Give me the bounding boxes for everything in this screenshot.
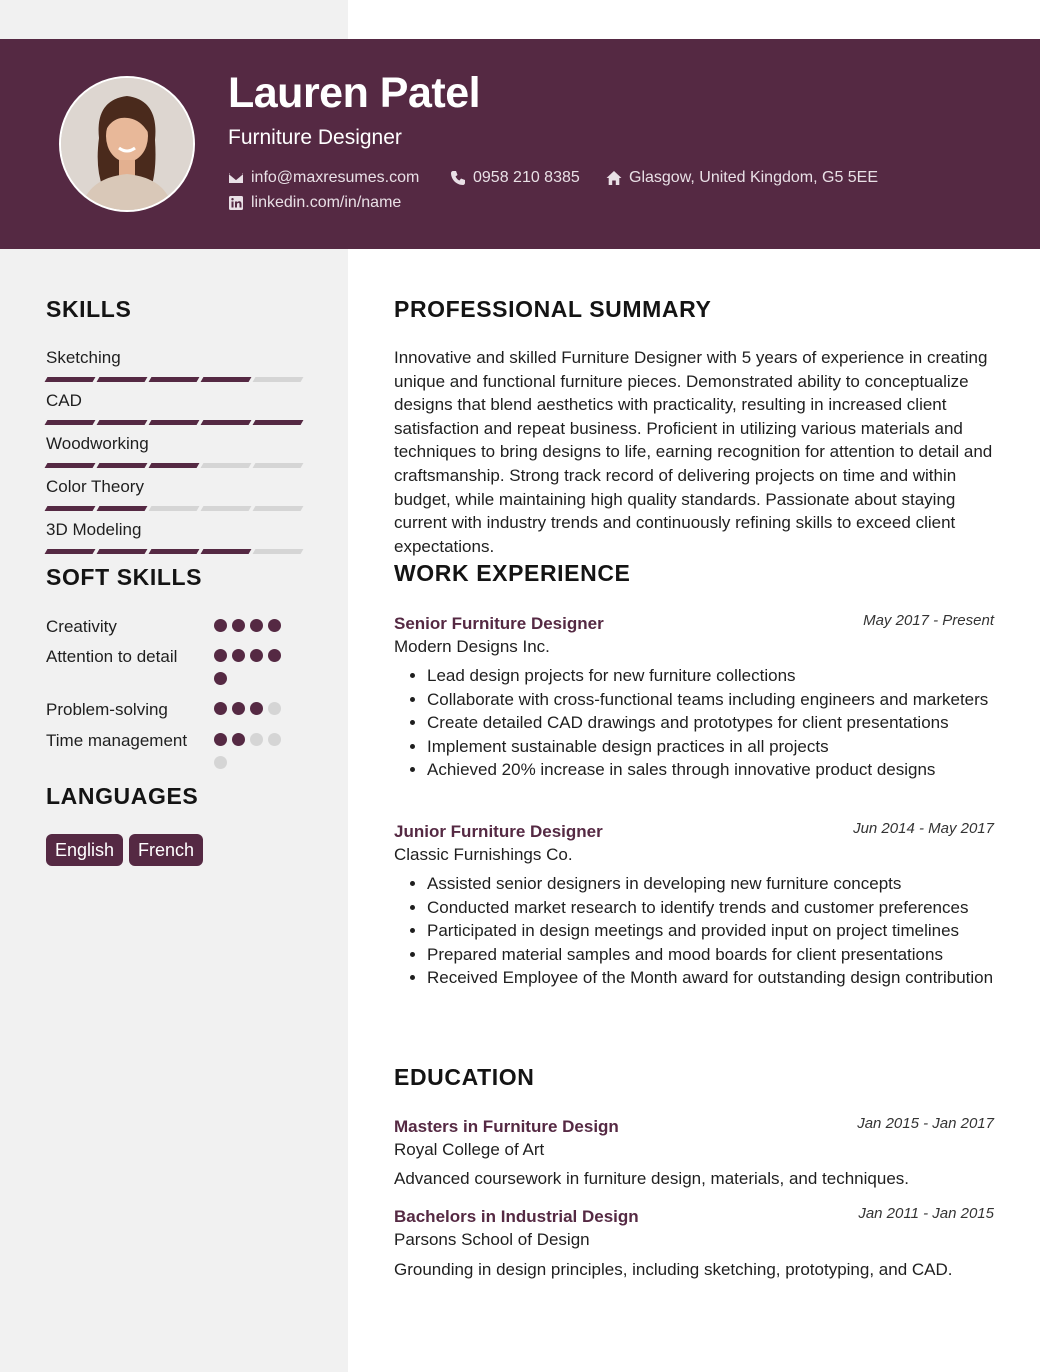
skill-label: Sketching — [46, 348, 121, 367]
address-text: Glasgow, United Kingdom, G5 5EE — [629, 169, 879, 186]
school-name: Royal College of Art — [394, 1140, 545, 1159]
language-badge: English — [46, 834, 123, 866]
skill-label: Color Theory — [46, 477, 144, 496]
job-title: Furniture Designer — [228, 126, 402, 149]
job-bullets — [394, 664, 1027, 782]
contact-address — [606, 169, 878, 187]
list-item: • Participated in design meetings and provided input on project timelines — [427, 919, 1027, 943]
contact-email[interactable] — [228, 169, 419, 187]
education-dates: Jan 2015 - Jan 2017 — [857, 1115, 994, 1132]
skill-label: 3D Modeling — [46, 520, 142, 539]
list-item: • Lead design projects for new furniture collections — [427, 664, 1027, 688]
soft-skill-rating — [214, 702, 292, 715]
list-item: • Received Employee of the Month award for outstanding design contribution — [427, 966, 1027, 990]
linkedin-icon — [228, 195, 244, 211]
linkedin-text: linkedin.com/in/name — [251, 194, 402, 211]
soft-skill-rating — [214, 619, 292, 632]
email-text: info@maxresumes.com — [251, 169, 420, 186]
soft-skill-label: Problem-solving — [46, 700, 168, 719]
education-description: Advanced coursework in furniture design, materials, and techniques. — [394, 1169, 910, 1188]
school-name: Parsons School of Design — [394, 1230, 590, 1249]
soft-skills-heading: SOFT SKILLS — [46, 564, 203, 590]
list-item: • Assisted senior designers in developing new furniture concepts — [427, 872, 1027, 896]
profile-photo — [59, 76, 195, 212]
list-item: • Achieved 20% increase in sales through innovative product designs — [427, 758, 1027, 782]
soft-skill-label: Time management — [46, 731, 188, 750]
degree-title: Masters in Furniture Design — [394, 1117, 619, 1136]
job-position: Senior Furniture Designer — [394, 614, 604, 633]
skill-level-bar — [46, 463, 302, 468]
contact-linkedin[interactable] — [228, 194, 401, 212]
education-description: Grounding in design principles, including sketching, prototyping, and CAD. — [394, 1260, 953, 1279]
list-item: • Implement sustainable design practices in all projects — [427, 735, 1027, 759]
soft-skill-label: Creativity — [46, 617, 117, 636]
language-badge: French — [129, 834, 203, 866]
skill-level-bar — [46, 506, 302, 511]
phone-icon — [450, 170, 466, 186]
list-item: • Collaborate with cross-functional teams including engineers and marketers — [427, 688, 1027, 712]
soft-skill-rating — [214, 733, 292, 769]
summary-heading: PROFESSIONAL SUMMARY — [394, 296, 712, 322]
phone-text: 0958 210 8385 — [473, 169, 580, 186]
skill-label: Woodworking — [46, 434, 149, 453]
job-company: Modern Designs Inc. — [394, 637, 550, 656]
home-icon — [606, 170, 622, 186]
education-heading: EDUCATION — [394, 1064, 535, 1090]
skill-label: CAD — [46, 391, 82, 410]
envelope-icon — [228, 170, 244, 186]
list-item: • Conducted market research to identify trends and customer preferences — [427, 896, 1027, 920]
contact-phone[interactable] — [450, 169, 580, 187]
resume-header — [0, 39, 1040, 249]
job-position: Junior Furniture Designer — [394, 822, 603, 841]
education-dates: Jan 2011 - Jan 2015 — [858, 1205, 994, 1222]
job-company: Classic Furnishings Co. — [394, 845, 573, 864]
languages-heading: LANGUAGES — [46, 783, 199, 809]
job-dates: Jun 2014 - May 2017 — [853, 820, 994, 837]
skill-level-bar — [46, 420, 302, 425]
job-dates: May 2017 - Present — [863, 612, 994, 629]
summary-text: Innovative and skilled Furniture Designer with 5 years of experience in creating unique and functional furniture pieces. Demonstrated ability to conceptualize designs that blend aesthetics with practicality, resulting in increased client satisfaction and repeat business. Proficient in utilizing various materials and techniques to bring designs to life, earning recognition for attention to detail and craftsmanship. Strong track record of delivering projects on time and within budget, while maintaining high quality standards. Passionate about staying current with industry trends and continuously refining skills to exceed client expectations. — [394, 348, 993, 556]
soft-skill-rating — [214, 649, 292, 685]
soft-skill-label: Attention to detail — [46, 647, 178, 666]
list-item: • Create detailed CAD drawings and prototypes for client presentations — [427, 711, 1027, 735]
experience-heading: WORK EXPERIENCE — [394, 560, 631, 586]
degree-title: Bachelors in Industrial Design — [394, 1207, 639, 1226]
candidate-name: Lauren Patel — [228, 69, 481, 117]
skills-heading: SKILLS — [46, 296, 132, 322]
list-item: • Prepared material samples and mood boards for client presentations — [427, 943, 1027, 967]
skill-level-bar — [46, 377, 302, 382]
skill-level-bar — [46, 549, 302, 554]
job-bullets — [394, 872, 1027, 990]
